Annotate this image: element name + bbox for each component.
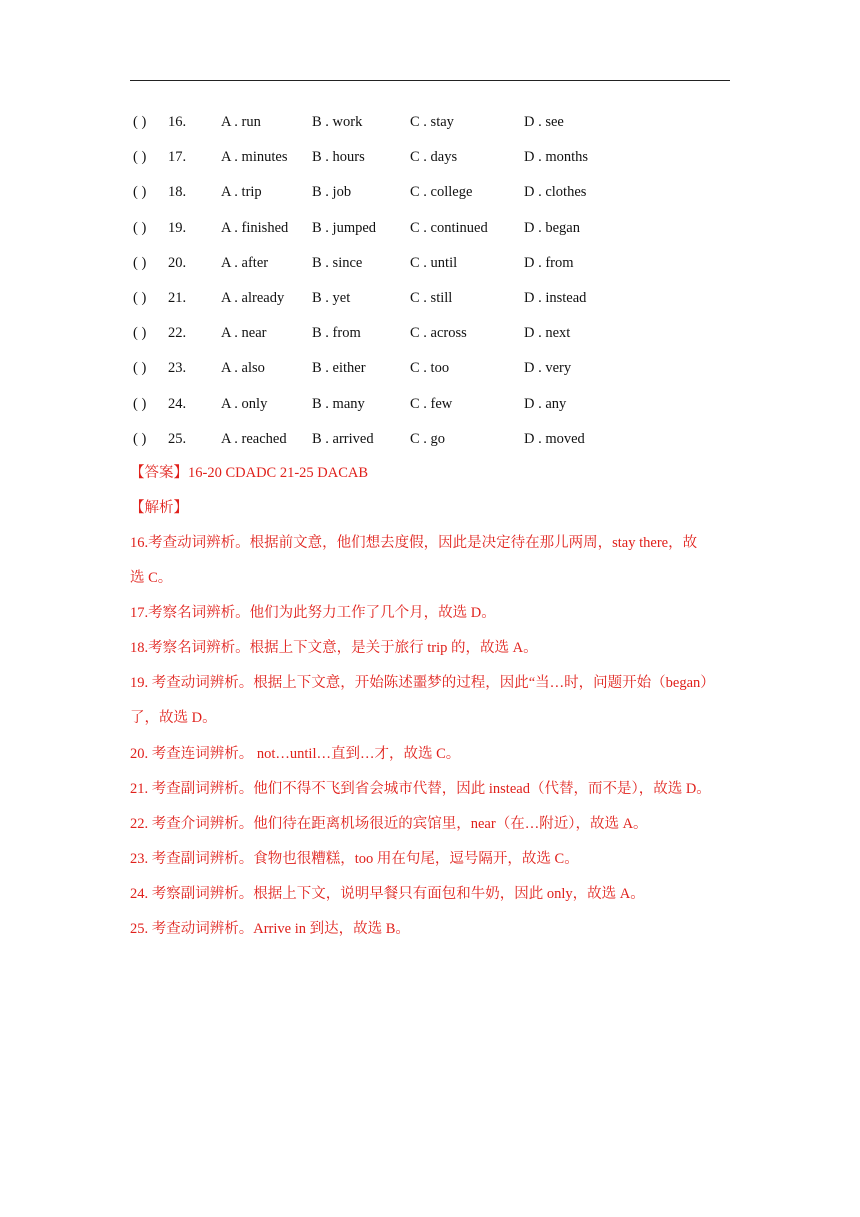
option-d: D . any	[524, 395, 567, 412]
explanation-line: 25. 考查动词辨析。Arrive in 到达，故选 B。	[130, 921, 410, 938]
question-row	[133, 182, 733, 217]
option-b: B . jumped	[312, 219, 377, 236]
option-d: D . from	[524, 254, 574, 271]
option-d: D . moved	[524, 430, 585, 447]
question-number: 24.	[168, 395, 187, 412]
option-b: B . job	[312, 184, 352, 201]
option-c: C . stay	[410, 114, 454, 130]
option-b: B . since	[312, 254, 363, 271]
answer-blank: ( )	[133, 430, 147, 447]
question-number: 19.	[168, 219, 187, 236]
explanation-line: 19. 考查动词辨析。根据上下文意，开始陈述噩梦的过程，因此“当…时，问题开始（began）	[130, 675, 715, 692]
question-row	[133, 112, 733, 147]
explanation-line: 21. 考查副词辨析。他们不得不飞到省会城市代替，因此 instead（代替，而不是），故选 D。	[130, 780, 711, 797]
option-b: B . either	[312, 360, 366, 377]
answer-blank: ( )	[133, 395, 147, 412]
option-c: C . across	[410, 325, 467, 342]
question-number: 18.	[168, 184, 187, 201]
option-d: D . see	[524, 114, 564, 130]
question-row	[133, 429, 733, 464]
option-a: A . reached	[221, 430, 287, 447]
option-b: B . many	[312, 395, 365, 412]
option-c: C . too	[410, 360, 450, 377]
question-row	[133, 323, 733, 358]
explanation-line: 了，故选 D。	[130, 710, 217, 727]
question-row	[133, 253, 733, 288]
question-number: 20.	[168, 254, 187, 271]
answer-blank: ( )	[133, 360, 147, 377]
option-d: D . months	[524, 149, 589, 166]
question-number: 22.	[168, 325, 187, 342]
option-c: C . days	[410, 149, 458, 166]
answer-blank: ( )	[133, 254, 147, 271]
option-c: C . until	[410, 254, 458, 271]
option-c: C . college	[410, 184, 473, 201]
option-a: A . finished	[221, 219, 289, 236]
answer-section	[130, 463, 750, 954]
explanation-header: 【解析】	[130, 500, 188, 516]
explanation-line: 16.考查动词辨析。根据前文意，他们想去度假，因此是决定待在那儿两周，stay there，故	[130, 535, 698, 551]
answer-blank: ( )	[133, 289, 147, 306]
option-d: D . instead	[524, 289, 587, 306]
explanation-line: 18.考察名词辨析。根据上下文意，是关于旅行 trip 的，故选 A。	[130, 640, 538, 657]
option-c: C . continued	[410, 219, 488, 236]
option-a: A . only	[221, 395, 268, 412]
question-row	[133, 218, 733, 253]
option-c: C . still	[410, 289, 453, 306]
option-d: D . began	[524, 219, 580, 236]
explanation-line: 24. 考察副词辨析。根据上下文，说明早餐只有面包和牛奶，因此 only，故选 A。	[130, 885, 645, 902]
option-b: B . work	[312, 114, 363, 130]
explanation-line: 选 C。	[130, 570, 173, 587]
answer-blank: ( )	[133, 325, 147, 342]
question-number: 23.	[168, 360, 187, 377]
question-row	[133, 147, 733, 182]
explanation-line: 20. 考查连词辨析。 not…until…直到…才，故选 C。	[130, 745, 461, 762]
answer-blank: ( )	[133, 149, 147, 166]
header-rule	[130, 80, 730, 81]
answer-key: 【答案】16-20 CDADC 21-25 DACAB	[130, 465, 369, 481]
option-b: B . arrived	[312, 430, 374, 447]
question-row	[133, 288, 733, 323]
option-d: D . very	[524, 360, 572, 377]
explanation-line: 23. 考查副词辨析。食物也很糟糕，too 用在句尾，逗号隔开，故选 C。	[130, 850, 579, 867]
question-number: 25.	[168, 430, 187, 447]
option-d: D . clothes	[524, 184, 587, 201]
explanation-line: 22. 考查介词辨析。他们待在距离机场很近的宾馆里，near（在…附近），故选 A。	[130, 815, 648, 832]
option-a: A . near	[221, 325, 267, 342]
answer-blank: ( )	[133, 114, 147, 130]
option-c: C . go	[410, 430, 446, 447]
option-d: D . next	[524, 325, 571, 342]
option-a: A . already	[221, 289, 285, 306]
answer-blank: ( )	[133, 219, 147, 236]
explanation-line: 17.考察名词辨析。他们为此努力工作了几个月，故选 D。	[130, 605, 496, 622]
option-b: B . yet	[312, 289, 351, 306]
question-list	[133, 112, 733, 464]
option-b: B . hours	[312, 149, 365, 166]
question-number: 16.	[168, 114, 187, 130]
question-row	[133, 394, 733, 429]
question-number: 17.	[168, 149, 187, 166]
option-b: B . from	[312, 325, 361, 342]
option-a: A . run	[221, 114, 261, 130]
option-a: A . trip	[221, 184, 262, 201]
question-row	[133, 358, 733, 393]
answer-blank: ( )	[133, 184, 147, 201]
question-number: 21.	[168, 289, 187, 306]
option-a: A . also	[221, 360, 265, 377]
option-c: C . few	[410, 395, 453, 412]
option-a: A . after	[221, 254, 269, 271]
option-a: A . minutes	[221, 149, 288, 166]
